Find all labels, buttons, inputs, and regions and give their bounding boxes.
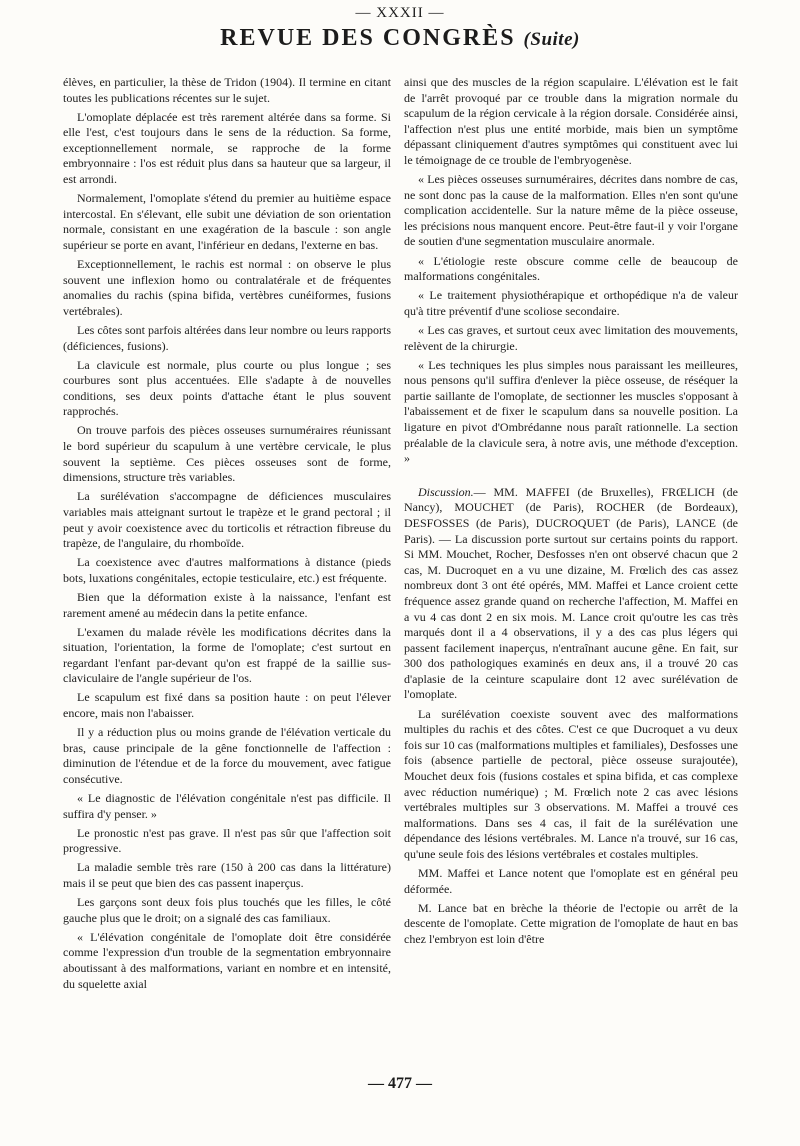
paragraph: « Les pièces osseuses surnuméraires, décrites dans nombre de cas, ne sont donc pas la cause de la malformation. Elles n'en sont qu'une complication accidentelle. Sur la nature même de la pièce osseuse, les précisions nous manquent encore. Peut-être faut-il y voir l'organe de soutien d'une segmentation musculaire anormale. [404, 172, 738, 249]
paragraph: ainsi que des muscles de la région scapulaire. L'élévation est le fait de l'arrêt provoqué par ce trouble dans la migration normale du scapulum de la région cervicale à la région dorsale. Considérée ainsi, l'affection n'est plus une entité morbide, mais bien un symptôme dépassant cliniquement d'autres symptômes qui constituent avec lui le témoignage de ce trouble de l'embryogenèse. [404, 75, 738, 167]
paragraph: « Les cas graves, et surtout ceux avec limitation des mouvements, relèvent de la chirurgie. [404, 322, 738, 353]
page-number: — 477 — [368, 1075, 432, 1092]
paragraph: « Le diagnostic de l'élévation congénitale n'est pas difficile. Il suffira d'y penser. » [63, 791, 391, 821]
paragraph: Les côtes sont parfois altérées dans leur nombre ou leurs rapports (déficiences, fusions). [63, 322, 391, 353]
paragraph: « L'étiologie reste obscure comme celle de beaucoup de malformations congénitales. [404, 253, 738, 284]
left-column [63, 75, 391, 996]
paragraph: M. Lance bat en brèche la théorie de l'ectopie ou arrêt de la descente de l'omoplate. Cette migration de l'omoplate de haut en bas chez l'embryon est loin d'être [404, 900, 738, 946]
journal-title-suffix: (Suite) [523, 29, 580, 50]
paragraph: La maladie semble très rare (150 à 200 cas dans la littérature) mais il se peut que bien des cas passent inaperçus. [63, 860, 391, 890]
paragraph: MM. Maffei et Lance notent que l'omoplate est en général peu déformée. [404, 866, 738, 896]
paragraph: « L'élévation congénitale de l'omoplate doit être considérée comme l'expression d'un trouble de la segmentation embryonnaire aboutissant à des malformations, variant en nombre et en intensité, du squelette axial [63, 929, 391, 991]
journal-title-text: REVUE DES CONGRÈS [220, 25, 516, 51]
paragraph: Le scapulum est fixé dans sa position haute : on peut l'élever encore, mais non l'abaisser. [63, 690, 391, 721]
paragraph: La surélévation coexiste souvent avec des malformations multiples du rachis et des côtes. C'est ce que Ducroquet a vu deux fois sur 10 cas (malformations multiples et familiales), Desfosses une fois (absence partielle de pectoral, pièce osseuse surajoutée), Mouchet deux fois (fusions costales et spina bifida, et cas complexe avec réduction numérique) ; M. Frœlich note 2 cas avec lésions vertébrales multiples sur 3 observations. M. Maffei a trouvé ces malformations. Dans ses 4 cas, il fait de la surélévation une dépendance des lésions vertébrales. M. Lance n'a trouvé, sur 16 cas, qu'une seule fois des lésions vertébrales et costales multiples. [404, 706, 738, 861]
paragraph: Le pronostic n'est pas grave. Il n'est pas sûr que l'affection soit progressive. [63, 825, 391, 856]
page-header [0, 4, 800, 54]
paragraph: Les garçons sont deux fois plus touchés que les filles, le côté gauche plus que le droit; on a signalé des cas familiaux. [63, 895, 391, 925]
right-column [404, 75, 738, 951]
roman-page-number: — XXXII — [355, 5, 445, 21]
paragraph: « Les techniques les plus simples nous paraissant les meilleures, nous pensons qu'il suffira d'enlever la pièce osseuse, de réséquer la partie saillante de l'omoplate, de sectionner les muscles s'opposant à l'abaissement et de fixer le scapulum dans sa nouvelle position. La ligature en pivot d'Ombrédanne nous paraît rationnelle. La section préalable de la clavicule sera, à notre avis, une méthode d'exception. » [404, 357, 738, 466]
paragraph: L'omoplate déplacée est très rarement altérée dans sa forme. Si elle l'est, c'est toujours dans le sens de la réduction. Sa forme, exceptionnellement normale, se rapproche de la forme embryonnaire : l'os est réduit plus dans sa hauteur que sa largeur, il est arrondi. [63, 109, 391, 187]
paragraph: élèves, en particulier, la thèse de Tridon (1904). Il termine en citant toutes les publications récentes sur le sujet. [63, 75, 391, 105]
paragraph: L'examen du malade révèle les modifications décrites dans la situation, l'orientation, la forme de l'omoplate; c'est surtout en regardant l'enfant par-devant qu'on est frappé de la saillie sus-claviculaire de l'angle supérieur de l'os. [63, 624, 391, 686]
paragraph: On trouve parfois des pièces osseuses surnuméraires réunissant le bord supérieur du scapulum à une vertèbre cervicale, le plus souvent la septième. Ces pièces osseuses sont de forme, dimensions, structure très variables. [63, 423, 391, 485]
paragraph: La clavicule est normale, plus courte ou plus longue ; ses courbures sont plus accentuées. Elle s'adapte à de nouvelles conditions, ses deux points d'attache étant le plus souvent rapprochés. [63, 357, 391, 419]
journal-title [0, 24, 800, 54]
discussion-text: — MM. MAFFEI (de Bruxelles), FRŒLICH (de Nancy), MOUCHET (de Paris), ROCHER (de Bordeaux), DESFOSSES (de Paris), DUCROQUET (de Paris), LANCE (de Paris). — La discussion porte surtout sur certains points du rapport. Si MM. Mouchet, Rocher, Desfosses n'en ont observé chacun que 2 cas, M. Ducroquet en a vu une dizaine, M. Frœlich des cas assez nombreux dont 3 ont été opérés, MM. Maffei et Lance croient cette fréquence assez grande quand on recherche l'affection, M. Maffei en a vu 4 cas dont 2 en six mois. M. Lance croit qu'outre les cas très marqués dont il a 4 observations, il y a des cas plus légers qui passent facilement inaperçus, n'entraînant aucune gêne. En fait, sur 300 dos pathologiques examinés en deux ans, il a trouvé 20 cas d'aplasie de la ceinture scapulaire dont 12 avec surélévation de l'omoplate. [404, 484, 738, 702]
paragraph: Exceptionnellement, le rachis est normal : on observe le plus souvent une inflexion homo ou contralatérale et de fréquentes anomalies du rachis (spina bifida, vertèbres cunéiformes, fusions vertébrales). [63, 257, 391, 318]
paragraph: Bien que la déformation existe à la naissance, l'enfant est rarement amené au médecin dans la petite enfance. [63, 589, 391, 620]
discussion-paragraph [404, 485, 738, 703]
paragraph: Normalement, l'omoplate s'étend du premier au huitième espace intercostal. En s'élevant, elle subit une déviation de son orientation normale, consistant en une exagération de la bascule : son angle supérieur se porte en avant, l'inférieur en dedans, l'externe en bas. [63, 191, 391, 252]
paragraph: Il y a réduction plus ou moins grande de l'élévation verticale du bras, cause principale de la gêne fonctionnelle de l'affection : diminution de l'étendue et de la force du mouvement, avec fatigue consécutive. [63, 725, 391, 786]
discussion-label: Discussion. [418, 484, 474, 499]
paragraph: « Le traitement physiothérapique et orthopédique n'a de valeur qu'à titre préventif d'une scoliose secondaire. [404, 288, 738, 318]
paragraph: La surélévation s'accompagne de déficiences musculaires variables mais atteignant surtout le trapèze et le grand pectoral ; il peut y avoir coexistence avec du torticolis et rétraction fibreuse du trapèze, de l'angulaire, du rhomboïde. [63, 489, 391, 551]
paragraph: La coexistence avec d'autres malformations à distance (pieds bots, luxations congénitales, ectopie testiculaire, etc.) est fréquente. [63, 555, 391, 585]
